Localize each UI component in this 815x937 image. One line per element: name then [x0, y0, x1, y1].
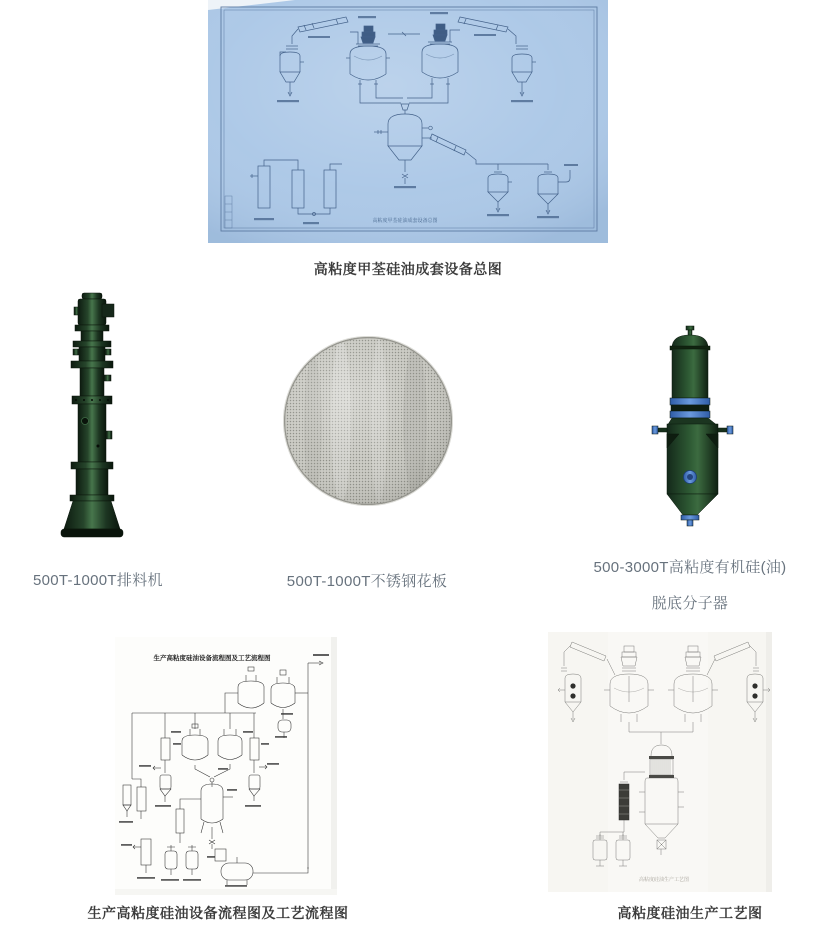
- molecular-still-photo: [645, 322, 745, 528]
- process-flow-diagram: [548, 632, 772, 892]
- caption-still-line2: 脱底分子器: [651, 595, 729, 612]
- diagram-inner-caption: 高粘度硅油生产工艺图: [638, 877, 690, 883]
- discharge-machine-photo: [56, 291, 128, 545]
- blueprint-title-label: 高粘度甲荃硅油成套设备总图: [372, 218, 438, 224]
- blueprint-photo: [208, 0, 608, 243]
- blueprint-drawing: [208, 0, 608, 243]
- caption-discharger: 500T-1000T排料机: [33, 572, 163, 589]
- caption-plate: 500T-1000T不锈钢花板: [286, 573, 448, 590]
- equipment-flow-diagram: [115, 637, 337, 895]
- caption-still-line1: 500-3000T高粘度有机硅(油): [593, 559, 787, 576]
- caption-assembly: 高粘度甲荃硅油成套设备总图: [313, 261, 503, 277]
- diagram-inner-title: 生产高粘度硅油设备流程图及工艺流程图: [153, 655, 271, 662]
- caption-equipment-flow: 生产高粘度硅油设备流程图及工艺流程图: [87, 905, 349, 921]
- steel-plate-photo: [283, 336, 453, 506]
- caption-process-flow: 高粘度硅油生产工艺图: [617, 905, 763, 921]
